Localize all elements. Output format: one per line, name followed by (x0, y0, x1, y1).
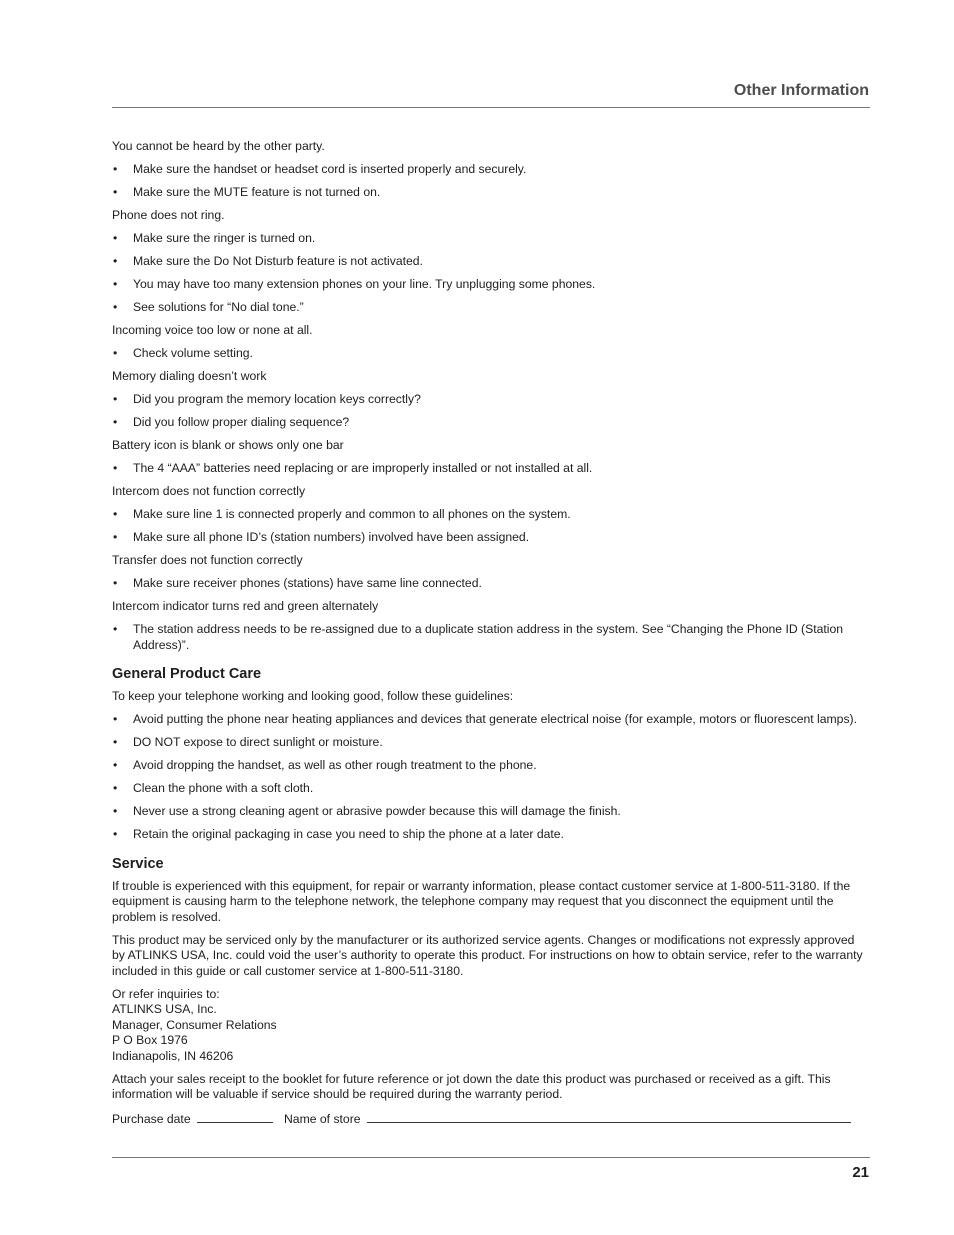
care-heading: General Product Care (112, 666, 262, 682)
care-item: • DO NOT expose to direct sunlight or moisture. (112, 735, 864, 751)
service-heading: Service (112, 855, 164, 872)
header-divider (112, 107, 870, 108)
page-number: 21 (852, 1164, 869, 1181)
problem-heading: You cannot be heard by the other party. (112, 139, 325, 153)
solution-list (112, 461, 864, 477)
solution-list (112, 162, 864, 201)
care-item: • Avoid putting the phone near heating appliances and devices that generate electrical noise (for example, motors or fluorescent lamps). (112, 712, 864, 728)
solution-item: • Did you follow proper dialing sequence? (112, 415, 864, 431)
solution-item: • The station address needs to be re-assigned due to a duplicate station address in the system. See “Changing the Phone ID (Station Address)”. (112, 622, 864, 653)
store-name-blank (367, 1111, 851, 1123)
page-header-title: Other Information (733, 82, 869, 99)
address-line: Or refer inquiries to: (112, 986, 220, 1001)
store-name-label: Name of store (284, 1111, 361, 1126)
problem-heading: Memory dialing doesn’t work (112, 369, 267, 383)
purchase-date-blank (197, 1111, 273, 1123)
service-phone: 1-800-511-3180 (374, 963, 460, 978)
troubleshooting-list (112, 139, 864, 653)
problem-heading: Phone does not ring. (112, 208, 225, 222)
solution-item: • Make sure the handset or headset cord is inserted properly and securely. (112, 162, 864, 178)
problem-heading: Incoming voice too low or none at all. (112, 323, 313, 337)
solution-list (112, 507, 864, 546)
care-intro: To keep your telephone working and looking good, follow these guidelines: (112, 689, 514, 703)
solution-item: • Make sure the ringer is turned on. (112, 231, 864, 247)
solution-item: • Check volume setting. (112, 346, 864, 362)
address-line: ATLINKS USA, Inc. (112, 1002, 217, 1016)
problem-heading: Transfer does not function correctly (112, 553, 303, 567)
address-line: P O Box 1976 (112, 1033, 188, 1047)
solution-list (112, 231, 864, 316)
care-item: • Never use a strong cleaning agent or abrasive powder because this will damage the finish. (112, 804, 864, 820)
solution-item: • Make sure all phone ID’s (station numbers) involved have been assigned. (112, 530, 864, 546)
purchase-info-line (112, 1111, 864, 1128)
footer-divider (112, 1157, 870, 1158)
solution-item: • Make sure the MUTE feature is not turned on. (112, 185, 864, 201)
receipt-paragraph: Attach your sales receipt to the booklet for future reference or jot down the date this product was purchased or received as a gift. This information will be valuable if service should be required during the warranty period. (112, 1071, 831, 1101)
service-paragraph-1: If trouble is experienced with this equipment, for repair or warranty information, please contact customer service at 1-800-511-3180. If the equipment is causing harm to the telephone network, the telephone company may request that you disconnect the equipment until the problem is resolved. (112, 878, 851, 924)
service-paragraph-2-end: . (460, 963, 464, 978)
solution-item: • Make sure receiver phones (stations) have same line connected. (112, 576, 864, 592)
solution-item: • Make sure the Do Not Disturb feature is not activated. (112, 254, 864, 270)
care-list (112, 712, 864, 843)
service-address (112, 987, 864, 1065)
solution-list (112, 576, 864, 592)
care-item: • Retain the original packaging in case you need to ship the phone at a later date. (112, 827, 864, 843)
care-item: • Clean the phone with a soft cloth. (112, 781, 864, 797)
address-line: Indianapolis, IN 46206 (112, 1048, 234, 1063)
solution-item: • The 4 “AAA” batteries need replacing or are improperly installed or not installed at all. (112, 461, 864, 477)
care-item: • Avoid dropping the handset, as well as other rough treatment to the phone. (112, 758, 864, 774)
address-line: Manager, Consumer Relations (112, 1017, 277, 1032)
solution-list (112, 392, 864, 431)
purchase-date-label: Purchase date (112, 1111, 191, 1126)
service-paragraph-2-text: This product may be serviced only by the manufacturer or its authorized service agents. Changes or modifications not expressly approved by ATLINKS USA, Inc. could void the user’s authority to operate this product. For instructions on how to obtain service, refer to the warranty included in this guide or call customer service at (112, 932, 863, 978)
problem-heading: Intercom indicator turns red and green alternately (112, 599, 379, 613)
page-content (112, 139, 864, 1127)
solution-list (112, 622, 864, 653)
solution-list (112, 346, 864, 362)
problem-heading: Battery icon is blank or shows only one bar (112, 438, 344, 452)
solution-item: • Did you program the memory location keys correctly? (112, 392, 864, 408)
solution-item: • Make sure line 1 is connected properly and common to all phones on the system. (112, 507, 864, 523)
service-paragraph-2 (112, 933, 864, 980)
solution-item: • You may have too many extension phones on your line. Try unplugging some phones. (112, 277, 864, 293)
solution-item: • See solutions for “No dial tone.” (112, 300, 864, 316)
problem-heading: Intercom does not function correctly (112, 484, 306, 498)
